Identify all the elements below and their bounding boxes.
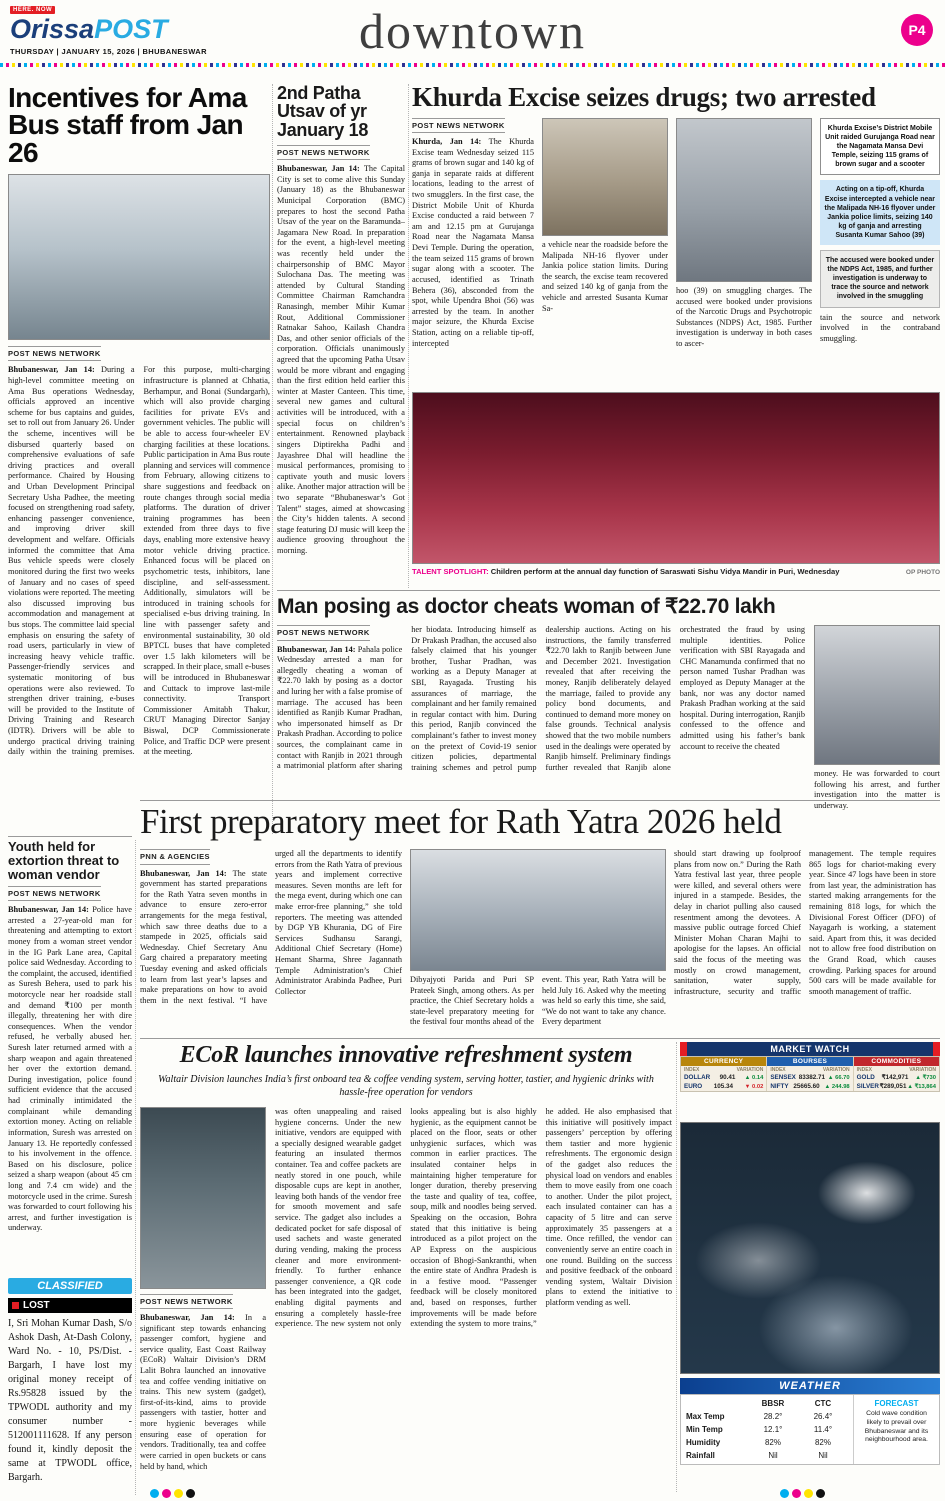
market-watch-body (680, 1056, 940, 1092)
weather-row (686, 1425, 848, 1434)
article-dateline: Bhubaneswar, Jan 14: (8, 365, 95, 375)
up-arrow-icon: ▲ (744, 1075, 751, 1081)
yellow-mark-icon (804, 1489, 813, 1498)
market-watch-title: MARKET WATCH (680, 1042, 940, 1056)
market-row (767, 1082, 852, 1091)
section-rule (140, 1038, 940, 1039)
weather-panel (680, 1378, 940, 1465)
ecor-byline: POST NEWS NETWORK (140, 1294, 233, 1309)
weather-value: 12.1° (763, 1425, 783, 1434)
doctor-fraud-columns (277, 625, 940, 811)
column-rule (272, 84, 273, 834)
classified-category: LOST (23, 1300, 50, 1311)
khurda-excise-article (412, 84, 940, 576)
rath-yatra-body-right (674, 849, 936, 1037)
weather-value: 26.4° (813, 1412, 833, 1421)
weather-row (686, 1438, 848, 1447)
market-section-header: CURRENCY (681, 1057, 766, 1066)
market-label: NIFTY (770, 1083, 789, 1090)
column-header-index: INDEX (684, 1067, 700, 1073)
column-rule (408, 84, 409, 588)
khurda-seizure-photo-2 (676, 118, 812, 282)
masthead (0, 0, 945, 64)
weather-metric: Max Temp (686, 1412, 725, 1421)
classified-header: CLASSIFIED (8, 1278, 132, 1294)
weather-value: 11.4° (813, 1425, 833, 1434)
logo-tagline: HERE. NOW (10, 6, 55, 14)
doctor-fraud-byline: POST NEWS NETWORK (277, 625, 370, 641)
magenta-mark-icon (162, 1489, 171, 1498)
up-arrow-icon: ▲ (915, 1075, 921, 1081)
highlight-box: Khurda Excise’s District Mobile Unit raided Gurujanga Road near the Nagamata Mansa Devi Temple, seizing 115 grams of brown sugar and a scooter (820, 118, 940, 175)
print-registration-marks (780, 1489, 825, 1498)
market-label: DOLLAR (684, 1074, 711, 1081)
article-text: a vehicle near the roadside before the Malipada NH-16 flyover under Jankia police station limits. During the search, the excise team recovered and seized 140 kg of ganja from the vehicle and arrested Susanta Kumar Sa- (541, 240, 668, 313)
article-text: should start drawing up foolproof plans from now on.” During the Rath Yatra festival last year, three people were killed, and several others were injured in a stampede. Besides, the delay in chariot pulling also caused resentment among the devotees. A massive public outrage forced Chief Minister Mohan Charan Majhi to apologise for the lapses. An official said the focus of the meeting was mostly on crowd management, sanitation, water supply, infrastructure, security and traffic management. The temple requires 865 logs for chariot-making every year. Since 47 logs have been in store from last year, the administration has started making arrangements for the remaining 818 logs, for which the Divisional Forest Officer (DFO) of Nayagarh is working, a statement said. Apart from this, it was decided not to allow free food distribution on the Grand Road, which causes crowding. Parking spaces for around 500 cars will be made available for smooth management of traffic. (674, 849, 936, 996)
forecast-label: FORECAST (874, 1399, 919, 1408)
ecor-body (275, 1107, 672, 1485)
weather-value: 82% (814, 1438, 831, 1447)
youth-extortion-headline: Youth held for extortion threat to woman vendor (8, 839, 120, 883)
market-value: 25665.60 (793, 1083, 820, 1090)
market-value: ₹142,971 (881, 1074, 909, 1081)
article-text: Pahala police Wednesday arrested a man for allegedly cheating a woman of ₹22.70 lakh by posing as a doctor and luring her with a false promise of marriage. The accused has been identified as Ranjib Kumar Pradhan, who impersonated himself as Dr Prakash Pradhan. According to police sources, the complainant came in contact with Ranjib in 2021 through a matrimonial platform after sharing her biodata. Introducing himself as Dr Prakash Pradhan, the accused also falsely claimed that his younger brother, Tushar Pradhan, was working as a Deputy Manager at SBI, Rayagada. Trusting his assurances of marriage, the complainant and her family remained in regular contact with him. During this period, Ranjib convinced the complainant’s father to invest money on the pretext of Covid-19 senior citizen policies, departmental training schemes and petrol pump dealership auctions. Acting on his instructions, the family transferred ₹22.70 lakh to Ranjib between June and December 2021. Investigation revealed that after receiving the money, Ranjib deliberately delayed the marriage, failed to provide any policy bond documents, and continued to demand more money on false grounds. Technical analysis showed that the two mobile numbers used in the dealings were operated by Ranjib himself. Preliminary findings further revealed that Ranjib alone orchestrated the fraud by using multiple identities. Police verification with SBI Rayagada and CHC Manamunda confirmed that no person named Tushar Pradhan was employed as Deputy Manager at the bank, nor was any doctor named Prakash Pradhan working at the said hospital. During interrogation, Ranjib confessed to the offence and admitted using his father’s bank account to receive the cheated (277, 625, 805, 772)
doctor-fraud-body (277, 625, 805, 801)
market-label: SILVER (856, 1083, 879, 1090)
weather-value: 82% (764, 1438, 781, 1447)
market-label: EURO (684, 1083, 703, 1090)
logo-post: POST (94, 14, 168, 44)
weather-forecast (853, 1395, 939, 1464)
caption-text: Children perform at the annual day function of Saraswati Sishu Vidya Mandir in Puri, Wednesday (490, 567, 840, 576)
edition-dateline: THURSDAY | JANUARY 15, 2026 | BHUBANESWAR (10, 47, 207, 56)
forecast-text: Cold wave condition likely to prevail over Bhubaneswar and its neighbourhood area. (864, 1410, 929, 1444)
market-value: 90.41 (719, 1074, 736, 1081)
section-title: downtown (358, 3, 587, 59)
weather-row (686, 1451, 848, 1460)
weather-body (680, 1394, 940, 1465)
down-arrow-icon: ▼ (744, 1084, 751, 1090)
khurda-text-col-1 (412, 118, 534, 384)
preparatory-meeting-photo (410, 849, 666, 971)
article-text: During a high-level committee meeting on Ama Bus operations Wednesday, officials approved an incentive scheme for bus captains and guides, set to roll out from January 26. Under the scheme, incentives will be disbursed quarterly based on comprehensive evaluations of safe driving practices and overall performance. Chaired by Housing and Urban Development Principal Secretary Usha Padhee, the meeting focused on strengthening road safety, enhancing passenger convenience, and improving driver skill development and welfare. Officials informed the committee that Ama Bus vehicle speeds were closely monitored during the first two weeks of January and no cases of speed violations were reported. The meeting also discussed improving bus accommodation and management at bus stops. The committee laid special emphasis on ensuring the safety of road users, particularly in view of increasing heavy vehicle traffic. Passenger-friendly services and systematic monitoring of bus operations were also reviewed. To strengthen driver training, e-buses will be provided to the Institute of Driving Training and Research (IDTR). Drivers will be able to undergo practical driving training daily within the training premises. For this purpose, multi-charging infrastructure is planned at Chhatia, Berhampur, and Bonai (Sundargarh), which will also provide charging facilities for private EVs and government vehicles. The public will be able to access four-wheeler EV charging facilities at these locations. Public participation in Ama Bus route planning and services will commence from February, allowing citizens to share suggestions and feedback on route changes through social media platforms. The duration of driver training programmes has been extended from three days to five days, enabling more extensive heavy motor vehicle driving practice. Enhanced focus will be placed on psychometric tests, inhibitors, lane discipline, and self-assessment. Additionally, simulators will be introduced in training schools for specialised e-bus driving training. In line with passenger safety and environmental sustainability, 30 old BPTCL buses that have completed over 1.5 lakh kilometers will be scrapped. In their place, small e-buses will be introduced in Bhubaneswar and Cuttack to improve last-mile connectivity. Transport Commissioner Amitabh Thakur, CRUT Managing Director Sanjay Biswal, DCP Commissionerate Police, and Traffic DCP were present at the meeting. (8, 365, 270, 757)
article-text: The Khurda Excise team Wednesday seized 115 grams of brown sugar and 140 kg of ganja in separate raids at different locations, leading to the arrest of two smugglers. In the first case, the District Mobile Unit of Khurda Excise conducted a raid between 7 am and 12.15 pm at Gurujanga Road near the Nagamata Mansa Devi Temple. During the operation, the team seized 115 grams of brown sugar along with a scooter. The accused, identified as Trinath Behera (36), absconded from the spot, while Upendra Bhoi (56) was arrested by the team. In another major seizure, the Khurda Excise Station, acting on a reliable tip-off, intercepted (412, 137, 534, 348)
article-text: Dibyajyoti Parida and Puri SP Prateek Singh, among others. As per practice, the Chief Secretary holds a state-level preparatory meeting for the festival four months ahead of the event. This year, Rath Yatra will be held July 16. Asked why the meeting was held so early this time, she said, “We do not want to take any chance. Every department (410, 975, 666, 1027)
weather-metric: Humidity (686, 1438, 721, 1447)
market-section-currency (681, 1057, 767, 1091)
article-text: was often unappealing and raised hygiene concerns. Under the new initiative, vendors are equipped with a specially designed wearable gadget featuring an insulated thermos container. Tea and coffee packets are neatly stored in one pouch, while disposable cups are kept in another, leaving both hands of the vendor free for smooth movement and safe service. The gadget also includes a dedicated pocket for safe disposal of used sachets and waste generated during vending, making the process cleaner and more environment-friendly. To further enhance passenger convenience, a QR code has been integrated into the gadget, enabling digital payments and ensuring a completely hassle-free experience. The new system not only looks appealing but is also highly hygienic, as the equipment cannot be placed on the floor, seats or other unhygienic surfaces, which was common in earlier practices. The insulated container helps in maintaining higher temperature for longer duration, thereby preserving the taste and quality of tea, coffee, soup, milk and noodles being served. Speaking on the occasion, Bohra stated that this initiative is being introduced as a pilot project on the AP Express on the auspicious occasion of Bhogi-Sankranthi, when the entire state of Andhra Pradesh is in a festive mood. “Passenger feedback will be closely monitored and, based on responses, further improvements will be made before extending the system to more trains,” he added. He also emphasised that this initiative will positively impact passengers’ perception by offering them tastier and more hygienic refreshments. The ergonomic design of the gadget also reduces the physical load on vendors and enables them to move easily from one coach to another. Under the pilot project, each insulated container can has a capacity of 5 litre and can serve approximately 35 passengers at a time. Once refilled, the vendor can conveniently serve an entire coach in one round. Building on the success and positive feedback of the onboard vending system, Waltair Division plans to extend the initiative to platform vending as well. (275, 1107, 672, 1329)
weather-value: 28.2° (763, 1412, 783, 1421)
logo-orissa: Orissa (10, 14, 95, 44)
weather-table (681, 1395, 853, 1464)
cyan-mark-icon (150, 1489, 159, 1498)
market-section-header: COMMODITIES (854, 1057, 939, 1066)
ecor-headline: ECoR launches innovative refreshment system (179, 1042, 633, 1068)
ecor-columns (140, 1107, 672, 1485)
market-variation: ₹13,864 (914, 1084, 936, 1090)
vending-launch-photo (140, 1107, 266, 1289)
market-row (854, 1073, 939, 1082)
khurda-excise-headline: Khurda Excise seizes drugs; two arrested (412, 82, 876, 112)
rath-yatra-headline: First preparatory meet for Rath Yatra 2026 held (140, 802, 782, 841)
column-header-variation: VARIATION (736, 1067, 764, 1073)
rath-yatra-columns (140, 849, 940, 1037)
market-section-commodities (854, 1057, 939, 1091)
yellow-mark-icon (174, 1489, 183, 1498)
market-variation: 0.02 (752, 1084, 764, 1090)
black-mark-icon (816, 1489, 825, 1498)
doctor-fraud-headline: Man posing as doctor cheats woman of ₹22.70 lakh (277, 595, 776, 618)
weather-row (686, 1412, 848, 1421)
weather-title: WEATHER (680, 1378, 940, 1394)
market-label: SENSEX (770, 1074, 796, 1081)
classified-category-bar (8, 1298, 132, 1313)
category-marker-icon (12, 1302, 19, 1309)
market-variation: 66.70 (835, 1075, 850, 1081)
column-header-variation: VARIATION (909, 1067, 936, 1073)
highlight-box: Acting on a tip-off, Khurda Excise intercepted a vehicle near the Malipada NH-16 flyover under Jankia police limits, seizing 140 kg of ganja and arresting Susanta Kumar Sahoo (39) (820, 180, 940, 245)
article-dateline: Bhubaneswar, Jan 14: (277, 164, 360, 174)
classified-body (8, 1317, 132, 1501)
weather-satellite-image (680, 1122, 940, 1374)
ama-bus-meeting-photo (8, 174, 270, 340)
khurda-excise-columns (412, 118, 940, 384)
column-header-index: INDEX (770, 1067, 786, 1073)
page-number-badge: P4 (901, 14, 933, 46)
market-value: ₹289,051 (879, 1083, 907, 1090)
market-variation: 0.14 (752, 1075, 764, 1081)
market-value: 83382.71 (798, 1074, 825, 1081)
ecor-subtitle: Waltair Division launches India’s first onboard tea & coffee vending system, serving hotter, tastier, and hygienic drinks with hassle-free operation for vendors (158, 1074, 654, 1098)
rath-yatra-photo-col (410, 849, 666, 1037)
market-row (681, 1073, 766, 1082)
article-text: tain the source and network involved in the contraband smuggling. (819, 312, 940, 343)
photo-credit: OP PHOTO (905, 569, 940, 576)
weather-metric: Rainfall (686, 1451, 715, 1460)
talent-spotlight-photo (412, 392, 940, 564)
column-header-variation: VARIATION (822, 1067, 850, 1073)
article-text: The state government has started preparations for the Rath Yatra seven months in advance to ensure zero-error arrangements for the mega festival, which saw three deaths due to a stampede in 2025, officials said Wednesday. Chief Secretary Anu Garg chaired a preparatory meeting Tuesday evening and asked officials to learn from last year’s lapses and make preparations on how to avoid them in the next festival. “I have urged all the departments to identify errors from the Rath Yatra of previous years and implement corrective measures. Seven months are left for the mega event, during which one can make error-free planning,” she told reporters. The meeting was attended by DGP YB Khurania, DG of Fire Services Sudhansu Sarangi, Additional Chief Secretary (Home) Hemant Sharma, Shree Jagannath Temple Administration’s Chief Administrator Arabinda Padhee, Puri Collector (140, 849, 402, 1005)
youth-extortion-byline: POST NEWS NETWORK (8, 886, 101, 901)
article-dateline: Bhubaneswar, Jan 14: (140, 1313, 235, 1322)
article-text: In a significant step towards enhancing passenger comfort, hygiene and service quality, East Coast Railway (ECoR) Waltair Division’s DRM Lalit Bohra launched an innovative tea and coffee vending initiative on trains. This new system (gadget), first-of-its-kind, aims to provide passengers with tastier, hotter and more hygienic beverages while ensuring ease of operation for vendors. Traditionally, tea and coffee were carried in open buckets or cans held by hand, which (140, 1313, 266, 1471)
weather-value: Nil (818, 1451, 828, 1460)
weather-city-ctc: CTC (814, 1399, 832, 1408)
section-rule (8, 836, 132, 837)
market-section-header: BOURSES (767, 1057, 852, 1066)
market-row (681, 1082, 766, 1091)
patha-utsav-byline: POST NEWS NETWORK (277, 145, 370, 160)
talent-spotlight-caption (412, 567, 940, 576)
up-arrow-icon: ▲ (907, 1084, 913, 1090)
khurda-highlight-boxes (820, 118, 940, 384)
ama-bus-article (8, 84, 270, 827)
market-label: GOLD (856, 1074, 875, 1081)
market-variation: ₹730 (922, 1075, 936, 1081)
column-header-index: INDEX (856, 1067, 872, 1073)
cyan-mark-icon (780, 1489, 789, 1498)
magenta-mark-icon (792, 1489, 801, 1498)
ecor-photo-col (140, 1107, 266, 1485)
rath-yatra-body-left (140, 849, 402, 1037)
weather-metric: Min Temp (686, 1425, 723, 1434)
weather-city-bbsr: BBSR (761, 1399, 785, 1408)
dotted-separator (0, 63, 945, 67)
column-rule (676, 1042, 677, 1492)
article-text: hoo (39) on smuggling charges. The accused were booked under provisions of the Narcotic Drugs and Psychotropic Substances (NDPS) Act, 1985. Further investigation is underway in both cases to ascer- (675, 286, 812, 349)
khurda-text-col-2 (542, 118, 668, 384)
doctor-fraud-photo-col (814, 625, 940, 811)
print-registration-marks (150, 1489, 195, 1498)
rath-yatra-article (140, 804, 940, 1037)
article-dateline: Bhubaneswar, Jan 14: (8, 905, 89, 915)
classified-section (8, 1278, 132, 1501)
khurda-byline: POST NEWS NETWORK (412, 118, 505, 133)
ama-bus-byline: POST NEWS NETWORK (8, 346, 101, 361)
market-row (767, 1073, 852, 1082)
article-text: Police have arrested a 27-year-old man for threatening and attempting to extort money from a woman street vendor in the IG Park Lane area, Capital police said Wednesday. According to the complaint, the accused, identified as Suresh Behera, used to park his motorcycle near her roadside stall and demand ₹100 per month illegally, threatening her with dire consequences. When the vendor refused, he verbally abused her. Suresh later returned armed with a sharp weapon and again threatened her over the extortion demand. During investigation, police found sufficient evidence that the accused had criminally intimidated the complainant while demanding extortion money. Acting on reliable information, Suresh was arrested on January 13. He reportedly confessed to his involvement in the offence. Based on his disclosure, police seized a sharp weapon (about 45 cm long and 7.4 cm wide) and the motorcycle used in the crime. Suresh was forwarded to court following his arrest, and further investigation is underway. (8, 905, 132, 1233)
ama-bus-body (8, 365, 270, 827)
weather-header-row (686, 1399, 848, 1408)
market-value: 105.34 (713, 1083, 734, 1090)
column-rule (135, 840, 136, 1495)
doctor-fraud-article (277, 594, 940, 811)
market-variation: 244.98 (831, 1084, 850, 1090)
ecor-article (140, 1042, 672, 1485)
up-arrow-icon: ▲ (824, 1084, 831, 1090)
khurda-seizure-photo-1 (542, 118, 668, 236)
article-text: money. He was forwarded to court following his arrest, and further investigation into the matter is underway. (814, 769, 940, 810)
article-dateline: Bhubaneswar, Jan 14: (277, 644, 356, 654)
article-dateline: Bhubaneswar, Jan 14: (140, 868, 227, 878)
article-text: The Capital City is set to come alive this Sunday (January 18) as the Bhubaneswar Municipal Corporation (BMC) prepares to host the second Patha Utsav of the year on the Baramunda–Jagamara New Road. In preparation for the event, a high-level meeting was recently held under the chairpersonship of BMC Mayor Sulochana Das. The meeting was attended by Cultural Standing Committee Chairman Ramchandra Ranasingh, member Mihir Kumar Rout, Additional Commissioner Ratnakar Sahoo, Kailash Chandra Das, and other senior officials of the corporation. Officials unanimously agreed that the upcoming Patha Utsav would be more vibrant and engaging than the first edition held earlier this winter at Master Canteen. This time, several new games and cultural activities will be introduced, with a special focus on children’s entertainment. Renowned playback singers Diptirekha Padhi and Jayashree Dhal will headline the musical performances, promising to captivate youth and music lovers alike. Another major attraction will be two separate “Bhubaneswar’s Got Talent” stages, aimed at showcasing the City’s hidden talents. A second stage featuring DJ music will keep the audience grooving throughout the morning. (277, 164, 405, 556)
highlight-box: The accused were booked under the NDPS Act, 1985, and further investigation is underway to trace the source and network involved in the smuggling (820, 250, 940, 307)
patha-utsav-headline: 2nd Patha Utsav of yr January 18 (277, 83, 369, 140)
caption-label: TALENT SPOTLIGHT: (412, 567, 489, 576)
khurda-text-col-3 (676, 118, 812, 384)
youth-extortion-article (8, 840, 132, 1257)
market-section-bourses (767, 1057, 853, 1091)
market-watch-panel (680, 1042, 940, 1092)
accused-arrest-photo (814, 625, 940, 765)
ama-bus-headline: Incentives for Ama Bus staff from Jan 26 (8, 82, 247, 168)
article-dateline: Khurda, Jan 14: (412, 137, 482, 146)
classified-text: I, Sri Mohan Kumar Dash, S/o Ashok Dash, At-Dash Colony, Ward No. - 10, PS/Dist. - Bargarh, I have lost my original money receipt of Rs.95828 issued by the TPWODL authority and my consumer number - 512001111628. If any person found it, kindly deposit the same at TPWODL office, Bargarh. (8, 1318, 132, 1483)
up-arrow-icon: ▲ (827, 1075, 834, 1081)
rath-yatra-byline: PNN & AGENCIES (140, 849, 210, 865)
youth-extortion-body (8, 905, 132, 1257)
market-row (854, 1082, 939, 1091)
black-mark-icon (186, 1489, 195, 1498)
weather-value: Nil (768, 1451, 778, 1460)
